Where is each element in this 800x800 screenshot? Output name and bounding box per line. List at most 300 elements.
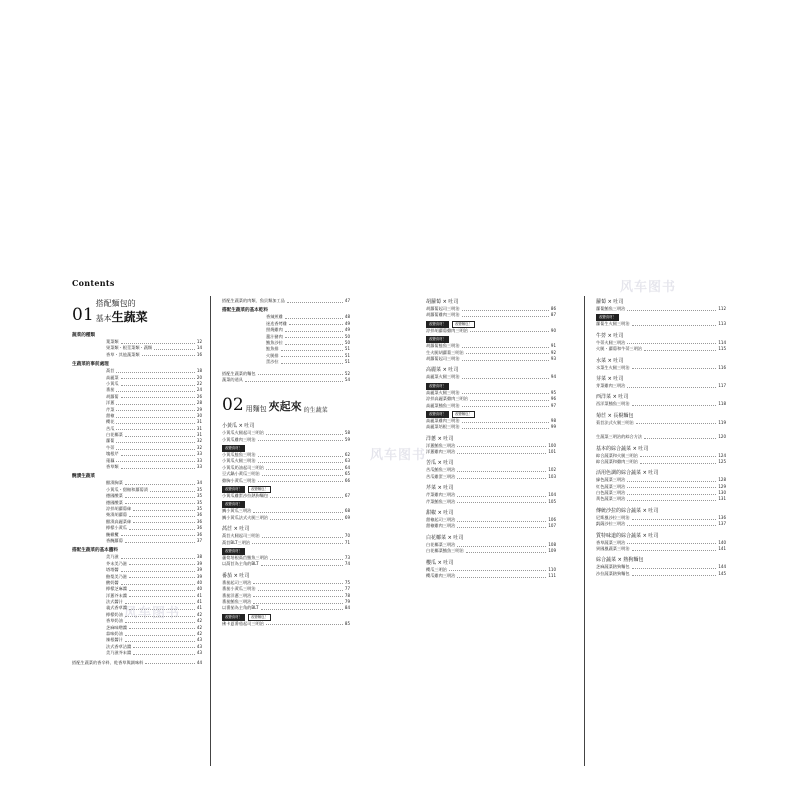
page-number: 84: [344, 605, 350, 611]
chapter-2-heading: [222, 397, 350, 414]
entry-title: 德國酸菜: [106, 493, 123, 499]
dot-leader: [121, 584, 195, 585]
dot-leader: [125, 603, 195, 604]
dot-leader: [281, 356, 343, 357]
badge-change-bread: 改變麵包！: [452, 411, 475, 418]
dot-leader: [270, 559, 343, 560]
page-number: 107: [548, 523, 556, 529]
toc-entry[interactable]: [426, 312, 556, 318]
page-number: 29: [196, 406, 202, 412]
page-number: 41: [196, 605, 202, 611]
toc-entry[interactable]: [426, 374, 556, 380]
dot-leader: [116, 417, 195, 418]
entry-title: 柴漬胡蘿蔔: [106, 512, 127, 518]
entry-title: 白花椰菜三明治: [426, 541, 456, 547]
group-heading: 白花椰菜 × 吐司: [426, 534, 464, 541]
dot-leader: [125, 484, 195, 485]
page-number: 39: [196, 573, 202, 579]
entry-title: 洋蔥雞肉三明治: [426, 449, 456, 455]
page-number: 98: [550, 417, 556, 423]
entry-title: 小黃瓜・甜椒和蘿蔔漬: [106, 486, 148, 492]
entry-title: 胡蘿蔔鮭魚三明治: [426, 343, 460, 349]
page-number: 140: [718, 539, 726, 545]
page-number: 91: [550, 343, 556, 349]
entry-title: 蘆筍培根萵苣鮪魚三明治: [222, 554, 269, 560]
page-number: 128: [718, 477, 726, 483]
page-number: 12: [196, 339, 202, 344]
page-number: 50: [344, 339, 350, 345]
page-number: 141: [718, 546, 726, 552]
dot-leader: [449, 570, 546, 571]
dot-leader: [253, 512, 343, 513]
page-number: 85: [344, 620, 350, 626]
dot-leader: [270, 519, 343, 520]
page-number: 36: [196, 518, 202, 524]
dot-leader: [627, 500, 716, 501]
entry-title: 甜椒: [106, 412, 115, 418]
entry-title: 香醃蘿蔔: [106, 537, 123, 543]
dot-leader: [125, 542, 195, 543]
dot-leader: [281, 363, 343, 364]
page-number: 32: [196, 438, 202, 444]
toc-entry[interactable]: [72, 650, 202, 656]
dot-leader: [470, 331, 549, 332]
dot-leader: [281, 350, 343, 351]
entry-title: 苦瓜: [106, 425, 115, 431]
toc-column-1: [72, 298, 202, 666]
group-heading: 小黃瓜 × 吐司: [222, 423, 255, 430]
page-number: 100: [548, 442, 556, 448]
entry-title: 尼斯風沙拉三明治: [596, 514, 630, 520]
chapter-subtitle: 搭配麵包的: [95, 299, 136, 308]
dot-leader: [644, 350, 716, 351]
entry-title: 涼拌胡蘿蔔雞肉三明治: [426, 327, 468, 333]
entry-title: 香草奶油: [106, 618, 123, 624]
entry-title: 綜合蔬菜和雞肉三明治: [596, 458, 638, 464]
toc-column-3: [426, 298, 556, 579]
dot-leader: [253, 603, 343, 604]
dot-leader: [462, 360, 549, 361]
entry-title: 苦瓜鮪魚三明治: [426, 467, 456, 473]
entry-title: 酪梨美乃滋: [106, 573, 127, 579]
dot-leader: [125, 635, 195, 636]
entry-title: 鮪魚沙拉: [266, 339, 283, 345]
dot-leader: [116, 429, 195, 430]
toc-entry[interactable]: [596, 420, 726, 426]
badge-change-ingredient: 改變食材！: [222, 614, 245, 621]
page-number: 30: [196, 412, 202, 418]
group-heading: 綜合蔬菜 × 熱狗麵包: [596, 557, 644, 564]
page-number: 69: [344, 514, 350, 520]
page-number: 28: [196, 400, 202, 406]
dot-leader: [462, 316, 549, 317]
group-heading: 萵苣 × 吐司: [222, 526, 250, 533]
dot-leader: [253, 583, 343, 584]
dot-leader: [466, 552, 547, 553]
entry-title: 紅色蔬菜三明治: [596, 483, 626, 489]
page-number: 37: [196, 537, 202, 543]
toc-entry[interactable]: [596, 383, 726, 389]
entry-title: 白花椰菜: [106, 432, 123, 438]
dot-leader: [457, 478, 546, 479]
dot-leader: [627, 494, 716, 495]
badge-change-ingredient: 改變食材！: [596, 314, 619, 321]
dot-leader: [121, 385, 195, 386]
section-heading: 搭配生蔬菜的基本醬料: [72, 548, 118, 554]
entry-title: 胡蘿蔔起司三明治: [426, 306, 460, 311]
entry-title: 火腿排: [266, 352, 279, 358]
dot-leader: [627, 487, 716, 488]
page-number: 18: [196, 368, 202, 374]
page-number: 35: [196, 505, 202, 511]
toc-entry[interactable]: [222, 437, 350, 443]
page-number: 93: [550, 355, 556, 361]
entry-title: 高麗菜火腿三明治: [426, 389, 460, 395]
page-number: 111: [548, 572, 556, 578]
dot-leader: [627, 481, 716, 482]
group-heading: 質特味道的綜合蔬菜 × 吐司: [596, 532, 659, 539]
group-heading: 櫻瓜 × 吐司: [426, 559, 454, 566]
entry-title: 牛蒡火腿三明治: [596, 339, 626, 345]
toc-entry[interactable]: 蔬菜的道具 54: [222, 376, 350, 382]
entry-title: 香草・其他蔬菜類: [106, 351, 140, 357]
page-number: 94: [550, 374, 556, 380]
dot-leader: [632, 405, 717, 406]
entry-title: 牛蒡: [106, 444, 115, 450]
toc-entry[interactable]: [426, 356, 556, 362]
page-number: 22: [196, 380, 202, 386]
toc-entry[interactable]: 生蔬菜三明治的綜合方法 120: [596, 434, 726, 440]
dot-leader: [116, 391, 195, 392]
toc-entry[interactable]: [596, 321, 726, 327]
page-number: 36: [196, 525, 202, 531]
toc-entry[interactable]: [596, 571, 726, 577]
toc-entry[interactable]: [222, 621, 350, 627]
page-number: 39: [196, 560, 202, 566]
entry-title: 以番茄為主角的BLT: [222, 605, 259, 611]
dot-leader: [462, 378, 549, 379]
entry-title: 芹菜: [106, 406, 115, 412]
page-number: 115: [718, 346, 726, 352]
entry-title: 檸檬奶油: [106, 611, 123, 617]
dot-leader: [627, 387, 716, 388]
entry-title: 法式香草沾醬: [106, 643, 132, 649]
page-number: 35: [196, 493, 202, 499]
badge-change-ingredient: 改變食材！: [426, 383, 449, 390]
toc-entry[interactable]: [72, 464, 202, 470]
entry-title: 芥末美乃滋: [106, 560, 127, 566]
entry-title: 番茄鮪魚三明治: [222, 598, 252, 604]
dot-leader: [116, 410, 195, 411]
entry-title: 照燒雞肉: [266, 327, 283, 333]
dot-leader: [627, 525, 716, 526]
dot-leader: [121, 397, 195, 398]
page-number: 105: [548, 498, 556, 504]
page-number: 106: [548, 517, 556, 523]
entry-title: 蘿蔔生火腿三明治: [596, 321, 630, 327]
page-number: 51: [344, 352, 350, 358]
badge-change-ingredient: 改變食材！: [426, 411, 449, 418]
badge-change-ingredient: 改變食材！: [222, 501, 245, 508]
entry-title: 綜合蔬菜和火腿三明治: [596, 452, 638, 458]
toc-entry[interactable]: [222, 605, 350, 611]
toc-entry[interactable]: [222, 515, 350, 521]
entry-title: 高麗菜雞肉三明治: [426, 417, 460, 423]
page-number: 71: [344, 539, 350, 545]
toc-entry[interactable]: [426, 403, 556, 409]
group-heading: 基本的綜合蔬菜 × 吐司: [596, 445, 649, 452]
dot-leader: [258, 481, 343, 482]
toc-entry[interactable]: [596, 546, 726, 552]
entry-title: 芝麻味噌醬: [106, 624, 127, 630]
page-number: 104: [548, 492, 556, 498]
badge-change-ingredient: 改變食材！: [222, 548, 245, 555]
entry-title: 鮭魚排: [266, 346, 279, 352]
toc-entry[interactable]: [426, 449, 556, 455]
badge-change-ingredient: 改變食材！: [222, 445, 245, 452]
group-heading: 菊苣 × 長棍麵包: [596, 412, 634, 419]
toc-entry[interactable]: [596, 521, 726, 527]
group-heading: 苦瓜 × 吐司: [426, 460, 454, 467]
entry-title: 小黃瓜: [106, 380, 119, 386]
dot-leader: [457, 527, 546, 528]
page-number: 43: [196, 643, 202, 649]
entry-title: 葉菜類: [106, 339, 119, 344]
dot-leader: [258, 456, 343, 457]
dot-leader: [121, 343, 195, 344]
dot-leader: [133, 647, 195, 648]
dot-leader: [129, 516, 195, 517]
dot-leader: [129, 590, 195, 591]
entry-title: 醋漬高麗菜絲: [106, 518, 132, 524]
toc-entry[interactable]: [222, 478, 350, 484]
page-number: 33: [196, 457, 202, 463]
watermark: 风车图书: [124, 606, 181, 621]
page-number: 43: [196, 637, 202, 643]
dot-leader: [632, 368, 717, 369]
group-heading: 芽菜 × 吐司: [596, 375, 624, 382]
group-heading: 水菜 × 吐司: [596, 357, 624, 364]
group-heading: 西洋菜 × 吐司: [596, 394, 629, 401]
entry-title: 番茄起司三明治: [222, 579, 252, 585]
entry-title: 蓮藕: [106, 457, 115, 463]
toc-entry[interactable]: [426, 474, 556, 480]
section-heading: 生蔬菜的事前處理: [72, 362, 109, 368]
dot-leader: [116, 404, 195, 405]
entry-title: 小黃瓜鮭魚三明治: [222, 452, 256, 458]
dot-leader: [142, 355, 195, 356]
dot-leader: [262, 475, 343, 476]
toc-entry[interactable]: [596, 306, 726, 312]
dot-leader: [285, 344, 343, 345]
entry-title: 胡蘿蔔雞肉三明治: [426, 312, 460, 318]
entry-title: 火腿・蘿蔔和牛蒡三明治: [596, 346, 643, 352]
page-number: 59: [344, 436, 350, 442]
chapter-number: 01: [72, 305, 94, 325]
entry-title: 香草蔬菜三明治: [596, 539, 626, 545]
page-number: 74: [344, 561, 350, 567]
entry-title: 塔塔醬: [106, 567, 119, 573]
dot-leader: [457, 521, 546, 522]
dot-leader: [457, 471, 546, 472]
entry-title: 櫻花: [106, 419, 115, 425]
group-heading: 高麗菜 × 吐司: [426, 367, 459, 374]
page-number: 40: [196, 586, 202, 592]
dot-leader: [129, 596, 195, 597]
chapter-prefix: 基本: [95, 314, 112, 323]
dot-leader: [133, 510, 195, 511]
group-heading: 芹菜 × 吐司: [426, 485, 454, 492]
page-number: 90: [550, 327, 556, 333]
dot-leader: [121, 378, 195, 379]
entry-title: 洋蔥鮪魚三明治: [426, 442, 456, 448]
entry-title: 沙拉蔬菜熱狗麵包: [596, 570, 630, 576]
dot-leader: [462, 428, 549, 429]
toc-entry[interactable]: [426, 573, 556, 579]
page-number: 62: [344, 452, 350, 458]
entry-title: 黃色蔬菜三明治: [596, 496, 626, 502]
page-number: 42: [196, 631, 202, 637]
toc-entry[interactable]: [426, 548, 556, 554]
badge-change-ingredient: 改變食材！: [426, 321, 449, 328]
toc-entry[interactable]: 搭配生蔬菜的麵包 52: [222, 370, 350, 376]
page-number: 33: [196, 464, 202, 470]
dot-leader: [457, 496, 546, 497]
page-number: 24: [196, 387, 202, 393]
group-heading: 活用色調的綜合蔬菜 × 吐司: [596, 470, 659, 477]
chapter-subtitle: 用麵包: [245, 405, 267, 414]
toc-entry[interactable]: [72, 538, 202, 544]
entry-title: 蘿蔔: [106, 438, 115, 444]
dot-leader: [121, 558, 195, 559]
entry-title: 以萵苣為主角的BLT: [222, 561, 259, 567]
toc-entry[interactable]: [596, 496, 726, 502]
page-number: 39: [196, 567, 202, 573]
dot-leader: [116, 461, 195, 462]
entry-title: 醃橄欖: [106, 531, 119, 537]
page-number: 49: [344, 327, 350, 333]
entry-title: 蒜味奶油: [106, 631, 123, 637]
dot-leader: [253, 596, 343, 597]
page-number: 73: [344, 554, 350, 560]
dot-leader: [129, 564, 195, 565]
dot-leader: [116, 449, 195, 450]
page-number: 41: [196, 592, 202, 598]
entry-title: 綠色蔬菜三明治: [596, 477, 626, 483]
page-number: 42: [196, 624, 202, 630]
entry-title: 番茄洋蔥三明治: [222, 592, 252, 598]
toc-entry[interactable]: [426, 523, 556, 529]
toc-entry[interactable]: [72, 352, 202, 358]
entry-title: 鯛小黃瓜法式火腿三明治: [222, 514, 269, 520]
page-number: 26: [196, 393, 202, 399]
page-number: 58: [344, 430, 350, 436]
badge-change-ingredient: 改變食材！: [426, 336, 449, 343]
toc-entry[interactable]: [222, 540, 350, 546]
dot-leader: [266, 434, 343, 435]
toc-entry[interactable]: 搭配生蔬菜的香辛料、乾香草與調味料 44: [72, 659, 202, 665]
page-number: 78: [344, 592, 350, 598]
page-number: 36: [196, 512, 202, 518]
entry-title: 檸檬芝麻醬: [106, 586, 127, 592]
entry-title: 鯛小黃瓜三明治: [222, 508, 252, 514]
chapter-suffix: 的生蔬菜: [303, 407, 328, 415]
section-heading: 醃漬生蔬菜: [72, 474, 95, 480]
dot-leader: [627, 543, 716, 544]
badge-change-bread: 改變麵包！: [248, 486, 271, 493]
dot-leader: [462, 422, 549, 423]
entry-title: 香草類: [106, 464, 119, 470]
dot-leader: [266, 469, 343, 470]
dot-leader: [125, 616, 195, 617]
entry-title: 涼拌胡蘿蔔絲: [106, 505, 132, 511]
toc-column-2: [222, 298, 350, 627]
toc-entry[interactable]: [426, 328, 556, 334]
entry-title: 番茄小黃瓜三明治: [222, 586, 256, 592]
entry-title: 小黃瓜奶油起司三明治: [222, 464, 264, 470]
toc-entry[interactable]: [596, 346, 726, 352]
toc-entry[interactable]: [222, 359, 350, 365]
page-number: 124: [718, 452, 726, 458]
entry-title: 芝麻蔬菜熱狗麵包: [596, 564, 630, 570]
page-number: 75: [344, 579, 350, 585]
page-number: 43: [196, 650, 202, 656]
dot-leader: [129, 529, 195, 530]
page-number: 35: [196, 499, 202, 505]
dot-leader: [289, 324, 343, 325]
group-heading: 傳統沙拉的綜合蔬菜 × 吐司: [596, 507, 659, 514]
page-number: 68: [344, 508, 350, 514]
entry-title: 白色蔬菜三明治: [596, 490, 626, 496]
toc-entry[interactable]: [596, 459, 726, 465]
page-number: 114: [718, 339, 726, 345]
entry-title: 高麗菜鮪魚三明治: [426, 402, 460, 408]
page-number: 92: [550, 349, 556, 355]
dot-leader: [125, 641, 195, 642]
chapter-title: 生蔬菜: [111, 310, 148, 324]
toc-entry[interactable]: 搭配生蔬菜的肉類、魚貝類加工品 47: [222, 298, 350, 303]
dot-leader: [462, 393, 549, 394]
page-number: 20: [196, 374, 202, 380]
dot-leader: [462, 347, 549, 348]
section-heading: 蔬菜的種類: [72, 333, 95, 338]
page-number: 118: [718, 401, 726, 407]
toc-entry[interactable]: [596, 401, 726, 407]
chapter-number: 02: [222, 395, 244, 416]
entry-title: 櫻瓜三明治: [426, 566, 447, 572]
dot-leader: [285, 331, 343, 332]
entry-title: 櫻瓜雞肉三明治: [426, 572, 456, 578]
entry-title: 小黃瓜火腿三明治: [222, 458, 256, 464]
contents-label: Contents: [72, 278, 115, 288]
toc-entry[interactable]: [222, 561, 350, 567]
toc-entry[interactable]: [426, 424, 556, 430]
page-number: 35: [196, 486, 202, 492]
toc-entry[interactable]: [426, 499, 556, 505]
entry-title: 酸奶醬: [106, 579, 119, 585]
dot-leader: [457, 577, 546, 578]
chapter-1-heading: [72, 300, 202, 324]
toc-entry[interactable]: [222, 493, 350, 499]
group-heading: 蘿蔔 × 吐司: [596, 299, 624, 305]
dot-leader: [133, 654, 195, 655]
dot-leader: [632, 325, 717, 326]
page-number: 95: [550, 389, 556, 395]
dot-leader: [116, 372, 195, 373]
toc-entry[interactable]: [596, 365, 726, 371]
entry-title: 醋漬胸菜: [106, 480, 123, 486]
dot-leader: [270, 497, 343, 498]
